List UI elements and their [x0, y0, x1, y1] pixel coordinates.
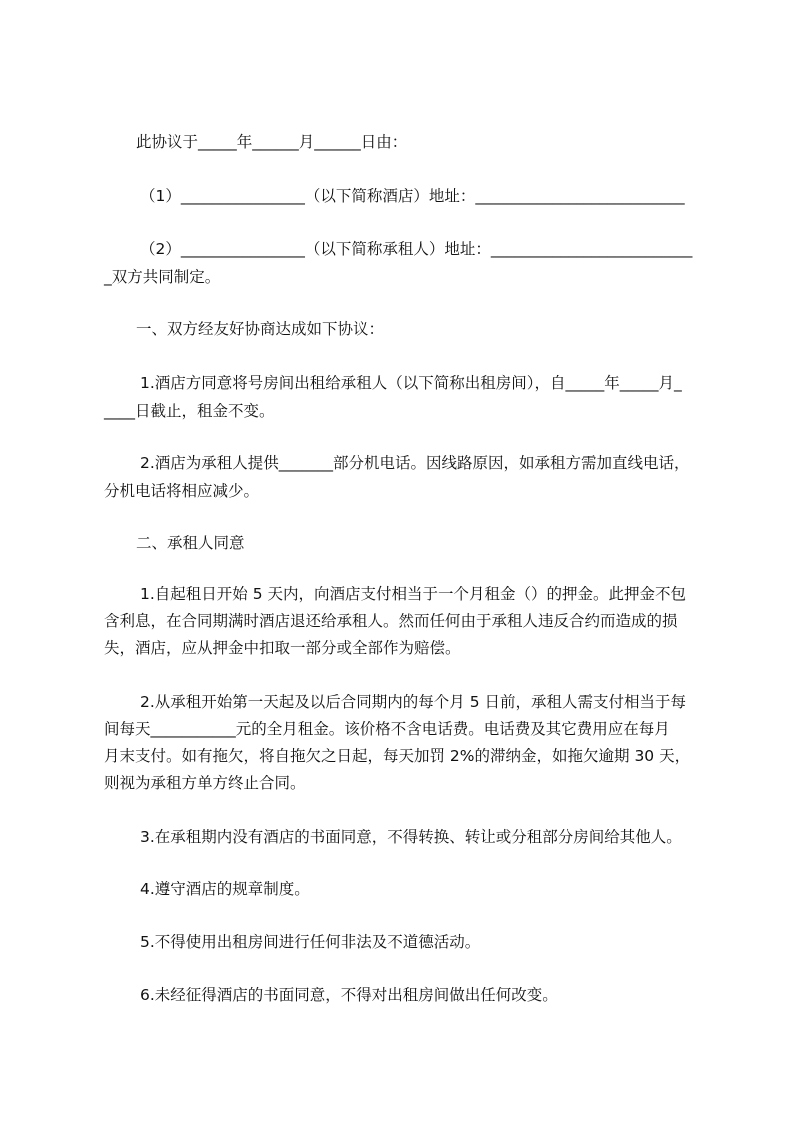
s2-item6: 6.未经征得酒店的书面同意，不得对出租房间做出任何改变。	[140, 986, 558, 1004]
s2-item2-line3: 月末支付。如有拖欠，将自拖欠之日起，每天加罚 2%的滞纳金，如拖欠逾期 30 天，	[104, 747, 691, 765]
s2-item1-line3: 失，酒店，应从押金中扣取一部分或全部作为赔偿。	[104, 639, 461, 657]
s1-item2-line1: 2.酒店为承租人提供_______部分机电话。因线路原因，如承租方需加直线电话，	[140, 454, 690, 472]
s2-item1-line1: 1.自起租日开始 5 天内，向酒店支付相当于一个月租金（）的押金。此押金不包	[140, 585, 687, 603]
s2-item3: 3.在承租期内没有酒店的书面同意，不得转换、转让或分租部分房间给其他人。	[140, 828, 682, 846]
party2-paragraph-line1: （2）________________（以下简称承租人）地址：__________________________	[140, 240, 693, 258]
s1-item1-line1: 1.酒店方同意将号房间出租给承租人（以下简称出租房间），自_____年_____月_	[140, 374, 682, 392]
party1-paragraph: （1）________________（以下简称酒店）地址：___________________________	[140, 187, 685, 205]
s2-item5: 5.不得使用出租房间进行任何非法及不道德活动。	[140, 933, 481, 951]
intro-paragraph: 此协议于_____年______月______日由：	[136, 133, 408, 151]
s2-item4: 4.遵守酒店的规章制度。	[140, 880, 310, 898]
section1-heading: 一、双方经友好协商达成如下协议：	[136, 320, 385, 338]
s2-item2-line2: 间每天___________元的全月租金。该价格不含电话费。电话费及其它费用应在每月	[104, 720, 670, 738]
section2-heading: 二、承租人同意	[136, 534, 245, 552]
s1-item1-line2: ____日截止，租金不变。	[104, 402, 275, 420]
party2-paragraph-line2: _双方共同制定。	[104, 268, 221, 286]
s2-item2-line1: 2.从承租开始第一天起及以后合同期内的每个月 5 日前，承租人需支付相当于每	[140, 693, 687, 711]
s2-item2-line4: 则视为承租方单方终止合同。	[104, 774, 306, 792]
s1-item2-line2: 分机电话将相应减少。	[104, 482, 260, 500]
s2-item1-line2: 含利息，在合同期满时酒店退还给承租人。然而任何由于承租人违反合约而造成的损	[104, 612, 678, 630]
